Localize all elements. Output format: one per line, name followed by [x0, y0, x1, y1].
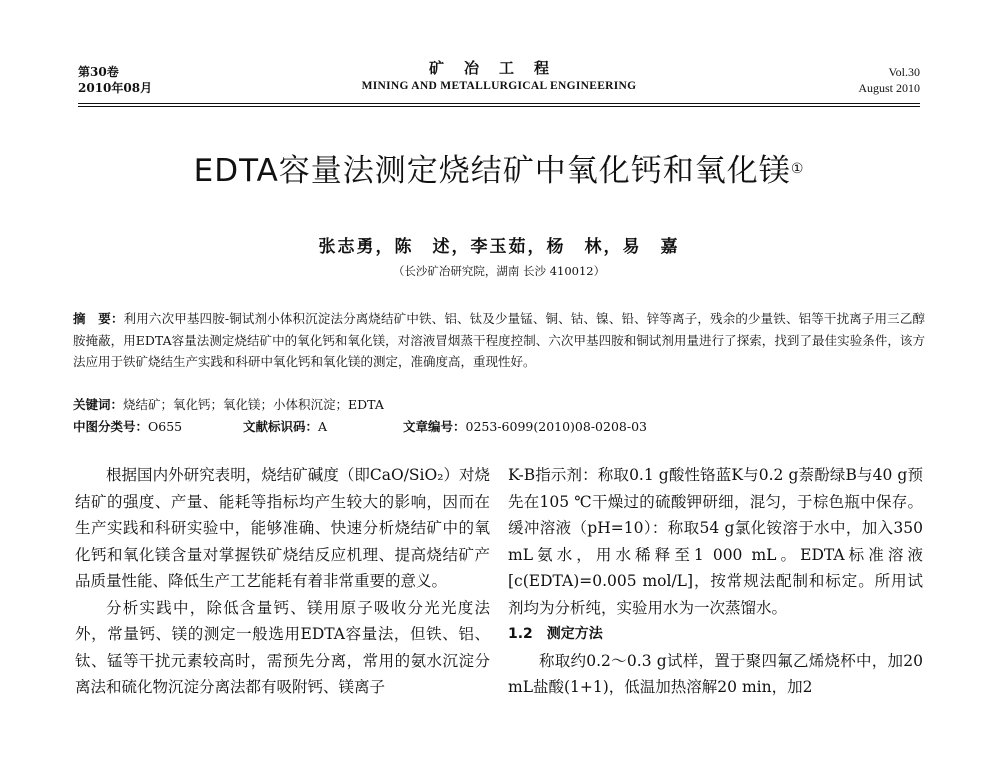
journal-name-en: MINING AND METALLURGICAL ENGINEERING: [361, 80, 637, 92]
paragraph: K-B指示剂：称取0.1 g酸性铬蓝K与0.2 g萘酚绿B与40 g预先在105 ℃干燥过的硫酸钾研细，混匀，于棕色瓶中保存。缓冲溶液（pH=10）：称取54 g氯化铵溶于水中，加入350 mL氨水，用水稀释至1 000 mL。EDTA标准溶液[c(EDTA)=0.005 mol/L]，按常规法配制和标定。所用试剂均为分析纯，实验用水为一次蒸馏水。: [508, 466, 923, 617]
header-center: [78, 58, 920, 92]
keywords-label: 关键词：: [73, 397, 124, 412]
doc-code-label: 文献标识码：: [243, 419, 319, 434]
section-heading: 1.2 测定方法: [508, 626, 603, 642]
running-header: [78, 58, 920, 104]
author-list: 张志勇，陈 述，李玉茹，杨 林，易 嘉: [318, 237, 680, 257]
volume-en: Vol.30: [888, 65, 920, 79]
article-number-label: 文章编号：: [403, 419, 466, 434]
abstract-text: 利用六次甲基四胺-铜试剂小体积沉淀法分离烧结矿中铁、铝、钛及少量锰、铜、钴、镍、铅、锌等离子，残余的少量铁、铝等干扰离子用三乙醇胺掩蔽，用EDTA容量法测定烧结矿中的氧化钙和氧化镁，对溶液冒烟蒸干程度控制、六次甲基四胺和铜试剂用量进行了探索，找到了最佳实验条件，该方法应用于铁矿烧结生产实践和科研中氧化钙和氧化镁的测定，准确度高，重现性好。: [73, 311, 925, 369]
header-right: [858, 64, 920, 96]
keywords-text: 烧结矿；氧化钙；氧化镁；小体积沉淀；EDTA: [123, 397, 384, 412]
article-number-value: 0253-6099(2010)08-0208-03: [465, 419, 647, 434]
affiliation: （长沙矿冶研究院，湖南 长沙 410012）: [392, 264, 606, 278]
paragraph: 称取约0.2～0.3 g试样，置于聚四氟乙烯烧杯中，加20 mL盐酸(1+1)，低温加热溶解20 min，加2: [508, 651, 923, 696]
header-rule-thin: [78, 106, 920, 107]
date-cn: 2010年08月: [78, 81, 153, 95]
journal-name-cn: 矿冶工程: [428, 59, 569, 77]
abstract-label: 摘 要：: [73, 311, 124, 326]
classification-line: [73, 416, 925, 438]
clc-label: 中图分类号：: [73, 419, 149, 434]
keywords: [73, 394, 384, 416]
title-text: EDTA容量法测定烧结矿中氧化钙和氧化镁: [193, 153, 791, 189]
paragraph: 根据国内外研究表明，烧结矿碱度（即CaO/SiO₂）对烧结矿的强度、产量、能耗等指标均产生较大的影响，因而在生产实践和科研实验中，能够准确、快速分析烧结矿中的氧化钙和氧化镁含量对掌握铁矿烧结反应机理、提高烧结矿产品质量性能、降低生产工艺能耗有着非常重要的意义。: [75, 466, 490, 590]
title-footnote-mark: ①: [790, 161, 805, 177]
body-column-right: [508, 462, 923, 701]
body-column-left: [75, 462, 490, 701]
date-en: August 2010: [858, 81, 920, 95]
header-rule: [78, 103, 920, 104]
abstract: [73, 308, 925, 373]
clc-value: O655: [148, 419, 183, 434]
article-title: [78, 152, 920, 190]
volume-cn: 第30卷: [78, 65, 119, 79]
doc-code-value: A: [318, 419, 328, 434]
paragraph: 分析实践中，除低含量钙、镁用原子吸收分光光度法外，常量钙、镁的测定一般选用EDTA容量法，但铁、铝、钛、锰等干扰元素较高时，需预先分离，常用的氨水沉淀分离法和硫化物沉淀分离法都有吸附钙、镁离子: [75, 598, 490, 696]
